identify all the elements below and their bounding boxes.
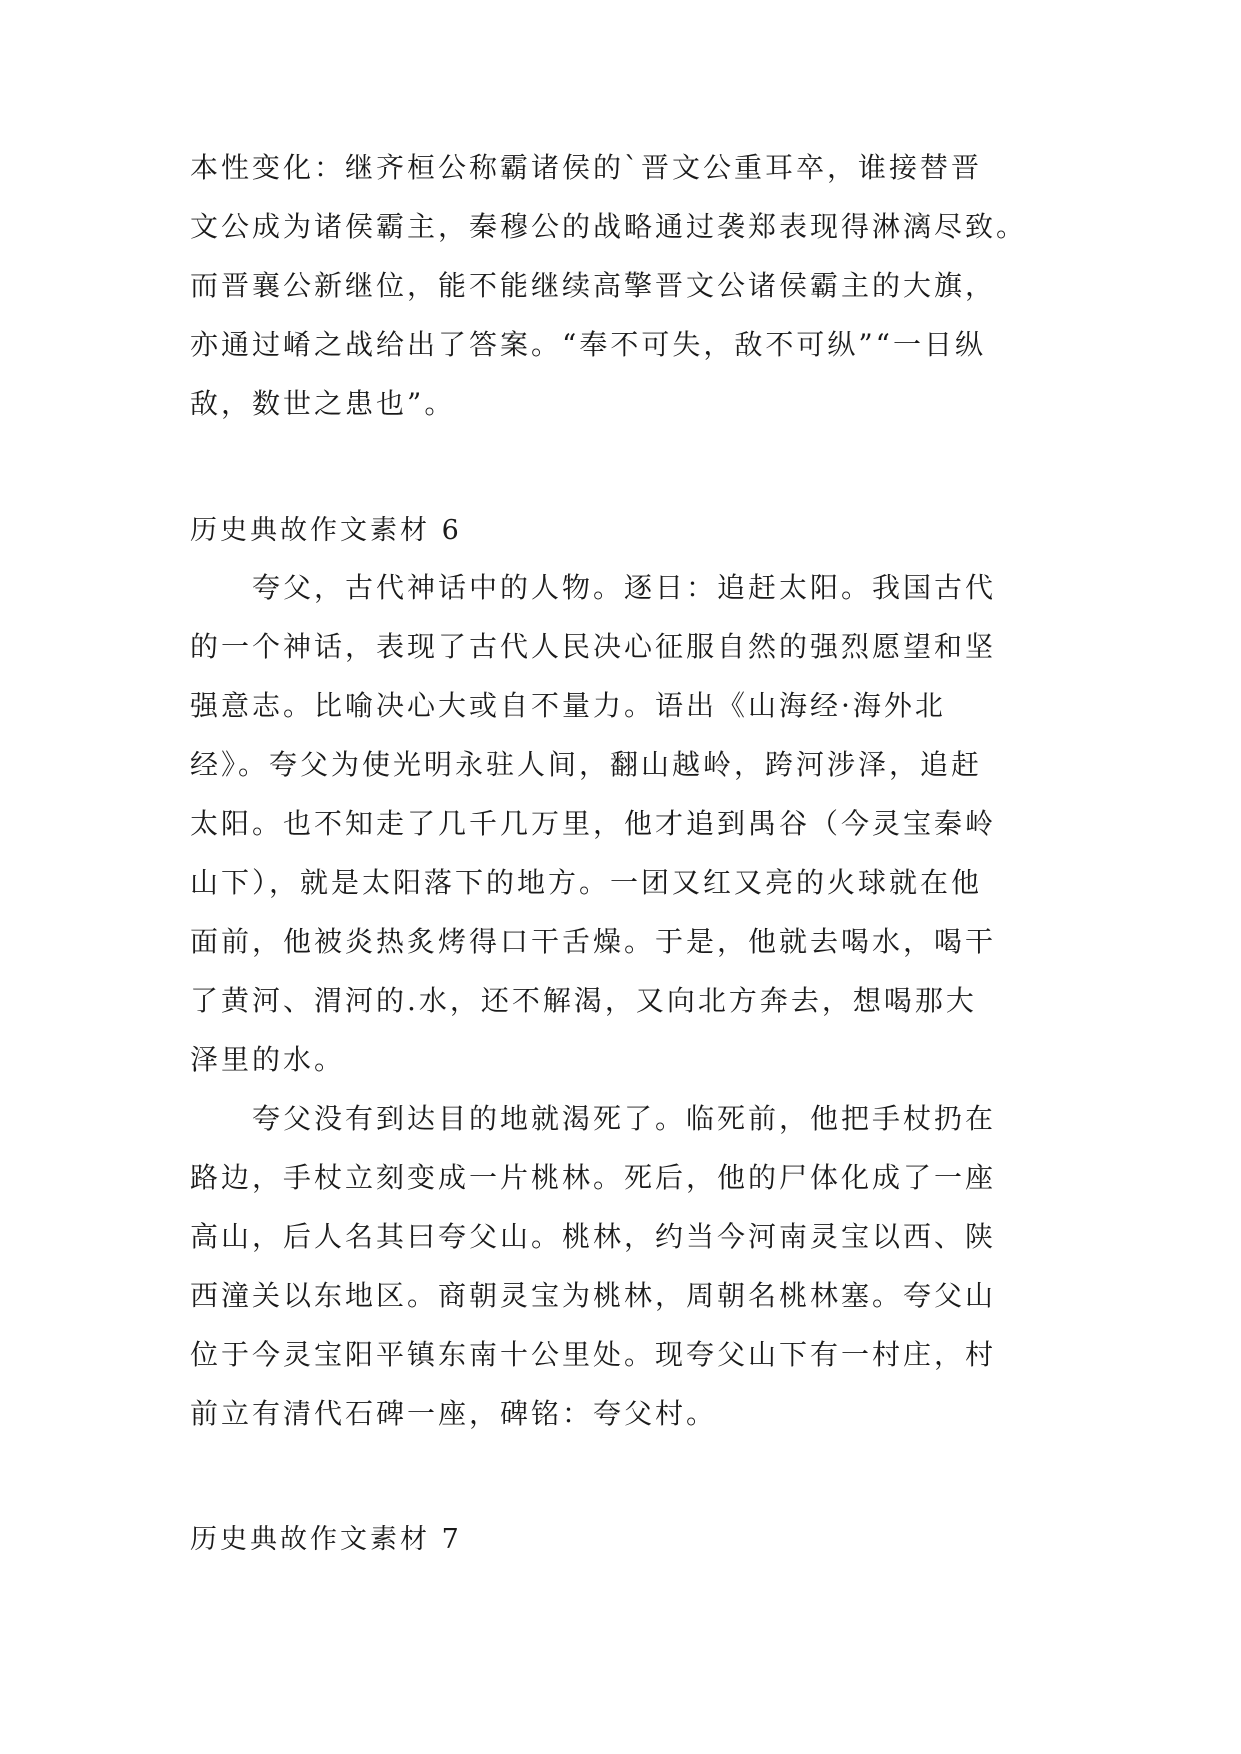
paragraph-line: 路边，手杖立刻变成一片桃林。死后，他的尸体化成了一座 [190, 1161, 997, 1194]
paragraph-line: 本性变化：继齐桓公称霸诸侯的`晋文公重耳卒，谁接替晋 [190, 151, 983, 184]
paragraph-line: 敌，数世之患也”。 [190, 387, 456, 420]
paragraph-line: 亦通过崤之战给出了答案。“奉不可失，敌不可纵”“一日纵 [190, 328, 986, 361]
paragraph-line: 夸父没有到达目的地就渴死了。临死前，他把手杖扔在 [190, 1102, 997, 1135]
paragraph-line: 泽里的水。 [190, 1043, 346, 1076]
paragraph-line: 高山，后人名其曰夸父山。桃林，约当今河南灵宝以西、陕 [190, 1220, 997, 1253]
section-heading: 历史典故作文素材 7 [190, 1524, 462, 1555]
paragraph-line: 面前，他被炎热炙烤得口干舌燥。于是，他就去喝水，喝干 [190, 925, 997, 958]
paragraph-line: 太阳。也不知走了几千几万里，他才追到禺谷（今灵宝秦岭 [190, 807, 997, 840]
paragraph-line: 山下），就是太阳落下的地方。一团又红又亮的火球就在他 [190, 866, 983, 899]
paragraph-line: 西潼关以东地区。商朝灵宝为桃林，周朝名桃林塞。夸父山 [190, 1279, 997, 1312]
paragraph-line: 夸父，古代神话中的人物。逐日：追赶太阳。我国古代 [190, 571, 997, 604]
paragraph-line: 位于今灵宝阳平镇东南十公里处。现夸父山下有一村庄，村 [190, 1338, 997, 1371]
section-heading: 历史典故作文素材 6 [190, 515, 462, 546]
paragraph-line: 的一个神话，表现了古代人民决心征服自然的强烈愿望和坚 [190, 630, 997, 663]
paragraph-line: 了黄河、渭河的.水，还不解渴，又向北方奔去，想喝那大 [190, 984, 977, 1017]
paragraph-line: 文公成为诸侯霸主，秦穆公的战略通过袭郑表现得淋漓尽致。 [190, 210, 1028, 243]
paragraph-line: 前立有清代石碑一座，碑铭：夸父村。 [190, 1397, 718, 1430]
paragraph-line: 经》。夸父为使光明永驻人间，翻山越岭，跨河涉泽，追赶 [190, 748, 983, 781]
paragraph-line: 强意志。比喻决心大或自不量力。语出《山海经·海外北 [190, 689, 946, 722]
paragraph-line: 而晋襄公新继位，能不能继续高擎晋文公诸侯霸主的大旗， [190, 269, 997, 302]
